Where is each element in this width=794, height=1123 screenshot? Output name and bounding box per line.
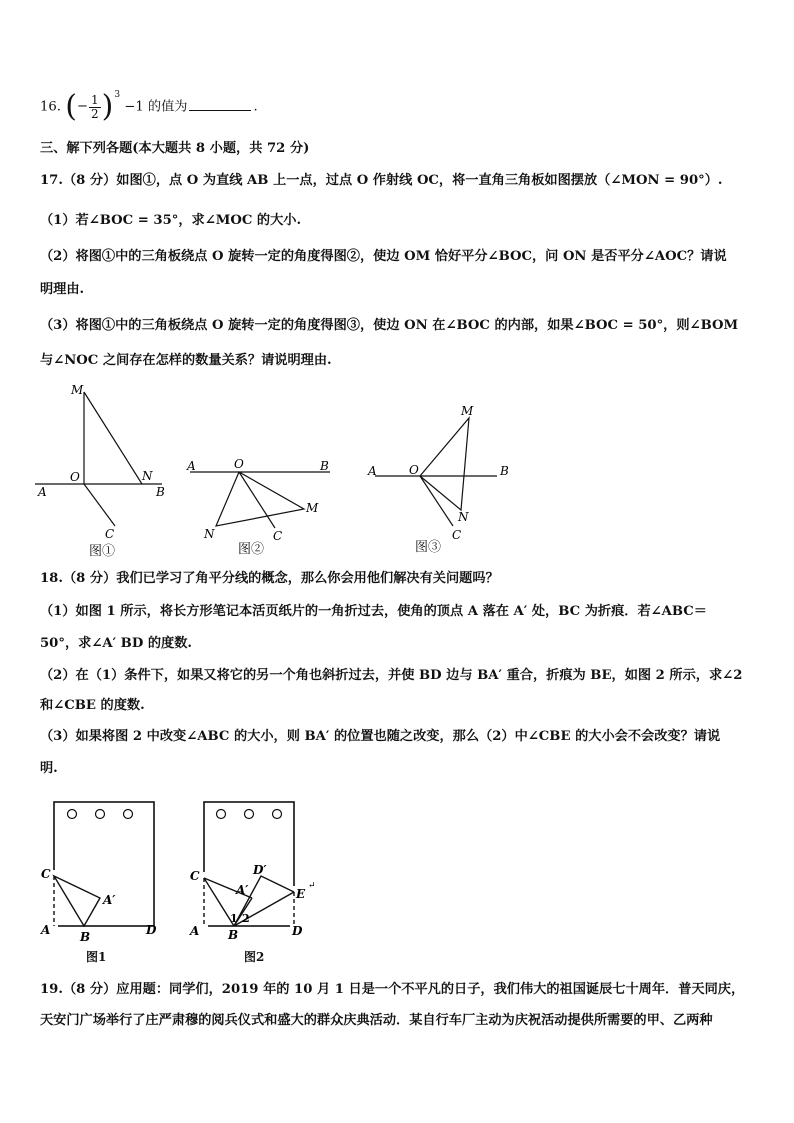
q17-fig2-caption: 图② (238, 542, 265, 557)
fig2-label-M: M (306, 501, 319, 515)
q17-figure-2 (182, 454, 342, 549)
q16-frac-num: 1 (90, 92, 99, 107)
q18-figure-1 (38, 798, 168, 946)
q18-fig2-label-D: D (292, 924, 303, 938)
q17-fig3-caption: 图③ (415, 540, 442, 555)
q16-line (40, 89, 760, 124)
fig2-label-C: C (273, 529, 283, 543)
fig3-label-M: M (461, 404, 474, 418)
q17-part1: （1）若∠BOC = 35°，求∠MOC 的大小. (40, 213, 302, 228)
q16-frac-den: 2 (90, 106, 99, 121)
fig1-label-N: N (142, 469, 153, 483)
fig3-label-A: A (368, 464, 377, 478)
q18-fig1-label-C: C (41, 867, 51, 881)
fig1-label-O: O (70, 470, 80, 484)
q18-part3-a: （3）如果将图 2 中改变∠ABC 的大小，则 BA′ 的位置也随之改变，那么（2）中∠CBE 的大小会不会改变？请说 (40, 729, 721, 744)
q17-fig1-caption: 图① (89, 544, 116, 559)
q17-part3-a: （3）将图①中的三角板绕点 O 旋转一定的角度得图③，使边 ON 在∠BOC 的内部，如果∠BOC = 50°，则∠BOM (40, 318, 739, 333)
fig2-label-B: B (320, 459, 329, 473)
q17-figure-3 (365, 400, 515, 545)
q18-fig1-label-D: D (146, 923, 157, 937)
fig2-label-N: N (204, 527, 215, 541)
q18-fig2-label-2: 2 (242, 912, 250, 925)
fig1-label-C: C (105, 527, 115, 541)
q18-part1-a: （1）如图 1 所示，将长方形笔记本活页纸片的一角折过去，使角的顶点 A 落在 A′ 处，BC 为折痕．若∠ABC＝ (40, 604, 707, 619)
q16-fraction (89, 94, 101, 121)
q18-fig1-caption: 图1 (86, 950, 107, 964)
q18-part3-b: 明. (40, 761, 58, 776)
q18-part2-a: （2）在（1）条件下，如果又将它的另一个角也斜折过去，并使 BD 边与 BA′ 重合，折痕为 BE，如图 2 所示，求∠2 (40, 668, 743, 683)
q17-part2-a: （2）将图①中的三角板绕点 O 旋转一定的角度得图②，使边 OM 恰好平分∠BOC，问 ON 是否平分∠AOC？请说 (40, 249, 727, 264)
q18-fig2-label-C: C (190, 869, 200, 883)
q16-minus: − (76, 99, 88, 114)
fig3-label-N: N (458, 510, 469, 524)
q18-fig2-label-D2: D′ (253, 863, 267, 877)
q18-line1: 18.（8 分）我们已学习了角平分线的概念，那么你会用他们解决有关问题吗？ (40, 571, 499, 586)
q18-fig1-label-B: B (80, 930, 91, 944)
q18-part1-b: 50°，求∠A′ BD 的度数. (40, 636, 192, 651)
q16-answer-blank (189, 98, 251, 111)
q18-fig2-label-1: 1 (230, 912, 238, 925)
q18-fig2-caption: 图2 (244, 950, 265, 964)
q19-line1: 19.（8 分）应用题：同学们，2019 年的 10 月 1 日是一个不平凡的日子，我们伟大的祖国诞辰七十周年．普天同庆， (40, 982, 745, 997)
q18-fig1-label-A: A (41, 923, 51, 937)
q18-fig2-label-A2: A′ (236, 883, 249, 897)
q18-fig2-label-E: E (296, 887, 306, 901)
q16-tail: −1 的值为 (124, 99, 188, 115)
fig2-label-O: O (234, 457, 244, 471)
fig3-label-B: B (500, 464, 509, 478)
q16-exponent: 3 (114, 90, 121, 100)
q18-fig2-label-A: A (190, 924, 200, 938)
q17-figure-1 (30, 378, 180, 541)
fig2-label-A: A (187, 459, 196, 473)
q18-fig2-mark: ↵ (308, 881, 316, 891)
q18-figure-2 (186, 798, 321, 946)
fig3-label-C: C (452, 528, 462, 542)
q17-part2-b: 明理由. (40, 282, 85, 297)
q18-part2-b: 和∠CBE 的度数. (40, 698, 145, 713)
q18-fig2-label-B: B (228, 928, 239, 942)
section3-heading: 三、解下列各题(本大题共 8 小题，共 72 分) (40, 141, 310, 156)
fig1-label-M: M (71, 383, 84, 397)
q16-number: 16. (40, 99, 61, 115)
q19-line2: 天安门广场举行了庄严肃穆的阅兵仪式和盛大的群众庆典活动．某自行车厂主动为庆祝活动提供所需要的甲、乙两种 (40, 1013, 713, 1028)
q17-part3-b: 与∠NOC 之间存在怎样的数量关系？请说明理由. (40, 353, 332, 368)
fig3-label-O: O (409, 463, 419, 477)
q16-end: . (253, 99, 258, 115)
fig1-label-A: A (38, 485, 47, 499)
fig1-label-B: B (156, 485, 165, 499)
q16-formula: ( − $\frac{1}{2}$ ) 3 (65, 92, 120, 122)
q18-fig1-label-A2: A′ (103, 893, 116, 907)
q17-line1: 17.（8 分）如图①，点 O 为直线 AB 上一点，过点 O 作射线 OC，将一直角三角板如图摆放（∠MON = 90°）. (40, 173, 723, 188)
